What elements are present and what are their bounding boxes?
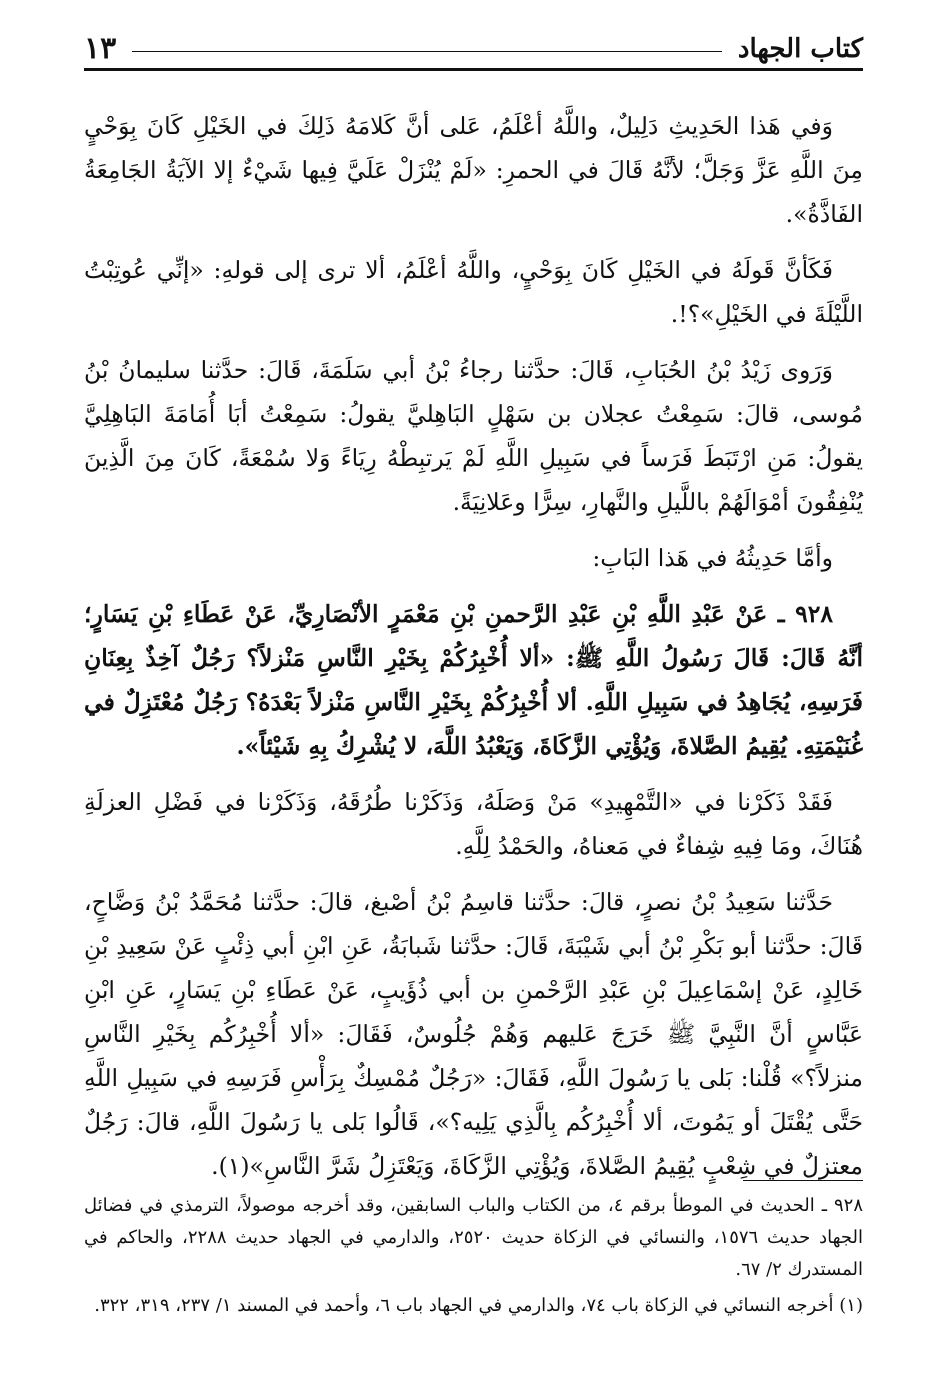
paragraph: فَكَأنَّ قَولَهُ في الخَيْلِ كَانَ بِوَحْيٍ، واللَّهُ أعْلَمُ، ألا ترى إلى قولهِ: «إنِّي عُوتِبْتُ اللَّيْلَةَ في الخَيْلِ»؟!. [84,256,863,328]
paragraph: حَدَّثنا سَعِيدُ بْنُ نصرٍ، قالَ: حدَّثنا قاسِمُ بْنُ أصْبغ، قالَ: حدَّثنا مُحَمَّدُ بْنُ وَضَّاحٍ، قَالَ: حدَّثنا أبو بَكْرِ بْنُ أبي شَيْبَةَ، قَالَ: حدَّثنا شَبابَةُ، عَنِ ابْنِ أبي ذِئْبٍ عَنْ سَعِيدِ بْنِ خَالِدٍ، عَنْ إسْمَاعِيلَ بْنِ عَبْدِ الرَّحْمنِ بن أبي ذُؤَيبٍ، عَنْ عَطَاءِ بْنِ يَسَارٍ، عَنِ ابْنِ عَبَّاسٍ أنَّ النَّبِيَّ ﷺ خَرَجَ عَليهم وَهُمْ جُلُوسٌ، فَقَالَ: «ألا أُخْبِرُكُم بِخَيْرِ النَّاسِ منزلاً؟» قُلْنا: بَلى يا رَسُولَ اللَّهِ، فَقَالَ: «رَجُلٌ مُمْسِكٌ بِرَأْسِ فَرَسِهِ في سَبِيلِ اللَّهِ حَتَّى يُقْتَلَ أو يَمُوتَ، ألا أُخْبِرُكُم بِالَّذِي يَلِيه؟»، قَالُوا بَلى يا رَسُولَ اللَّهِ، قالَ: رَجُلٌ معتزلٌ في شِعْبٍ يُقِيمُ الصَّلاةَ، وَيُؤْتِي الزَّكَاةَ، وَيَعْتَزِلُ شَرَّ النَّاسِ»(١). [84,888,863,1180]
page-header [84,24,863,71]
paragraph: وَفي هَذا الحَدِيثِ دَلِيلٌ، واللَّهُ أعْلَمُ، عَلى أنَّ كَلامَهُ ذَلِكَ في الخَيْلِ كَانَ بِوَحْيٍ مِنَ اللَّهِ عَزَّ وَجَلَّ؛ لأنَّهُ قَالَ في الحمرِ: «لَمْ يُنْزَلْ عَلَيَّ فِيها شَيْءٌ إلا الآيَةُ الجَامِعَةُ الفَاذَّةُ». [84,112,863,228]
running-title: كتاب الجهاد [737,34,863,64]
footnote: (١) أخرجه النسائي في الزكاة باب ٧٤، والدارمي في الجهاد باب ٦، وأحمد في المسند ١/ ٢٣٧، ٣١٩، ٣٢٢. [94,1295,863,1316]
hadith-block [84,592,863,768]
footnotes [84,1190,863,1326]
paragraph: وأمَّا حَدِيثُهُ في هَذا البَابِ: [592,544,833,572]
hadith-text: عَنْ عَبْدِ اللَّهِ بْنِ عَبْدِ الرَّحمنِ بْنِ مَعْمَرٍ الأنْصَارِيِّ، عَنْ عَطَاءِ بْنِ يَسَارٍ؛ أنَّهُ قَالَ: قَالَ رَسُولُ اللَّهِ ﷺ: «ألا أُخْبِرُكُمْ بِخَيْرِ النَّاسِ مَنْزلاً؟ رَجُلٌ آخِذٌ بِعِنَانِ فَرَسِهِ، يُجَاهِدُ في سَبِيلِ اللَّهِ. ألا أُخْبِرُكُمْ بِخَيْرِ النَّاسِ مَنْزلاً بَعْدَهُ؟ رَجُلٌ مُعْتَزِلٌ في غُنَيْمَتِهِ. يُقِيمُ الصَّلاةَ، وَيُؤْتِي الزَّكَاةَ، وَيَعْبُدُ اللَّهَ، لا يُشْرِكُ بِهِ شَيْئاً». [84,600,863,760]
page-number: ١٣ [84,31,117,66]
main-text [84,104,863,1200]
paragraph: وَرَوى زَيْدُ بْنُ الحُبَابِ، قَالَ: حدَّثنا رجاءُ بْنُ أبي سَلَمَةَ، قَالَ: حدَّثنا سليمانُ بْنُ مُوسى، قالَ: سَمِعْتُ عجلان بن سَهْلٍ البَاهِليَّ يقولُ: سَمِعْتُ أبَا أُمَامَةَ البَاهِلِيَّ يقولُ: مَنِ ارْتَبَطَ فَرَساً في سَبِيلِ اللَّهِ لَمْ يَرتبِطْهُ رِيَاءً وَلا سُمْعَةً، كَانَ مِنَ الَّذِينَ يُنْفِقُونَ أمْوَالَهُمْ باللَّيلِ والنَّهارِ، سِرًّا وعَلانِيَةً. [84,356,863,516]
footnote: ٩٢٨ ـ الحديث في الموطأ برقم ٤، من الكتاب والباب السابقين، وقد أخرجه موصولاً، الترمذي في فضائل الجهاد حديث ١٥٧٦، والنسائي في الزكاة حديث ٢٥٢٠، والدارمي في الجهاد حديث ٢٢٨٨، والحاكم في المستدرك ٢/ ٦٧. [84,1195,863,1280]
paragraph: فَقَدْ ذَكَرْنا في «التَّمْهِيدِ» مَنْ وَصَلَهُ، وَذَكَرْنا طُرُقَهُ، وَذَكَرْنا في فَضْلِ العزلَةِ هُنَاكَ، ومَا فِيهِ شِفاءٌ في مَعناهُ، والحَمْدُ لِلَّهِ. [84,788,863,860]
footnote-rule [743,1180,863,1181]
header-rule [132,51,722,52]
hadith-number: ٩٢٨ ـ [777,600,834,628]
